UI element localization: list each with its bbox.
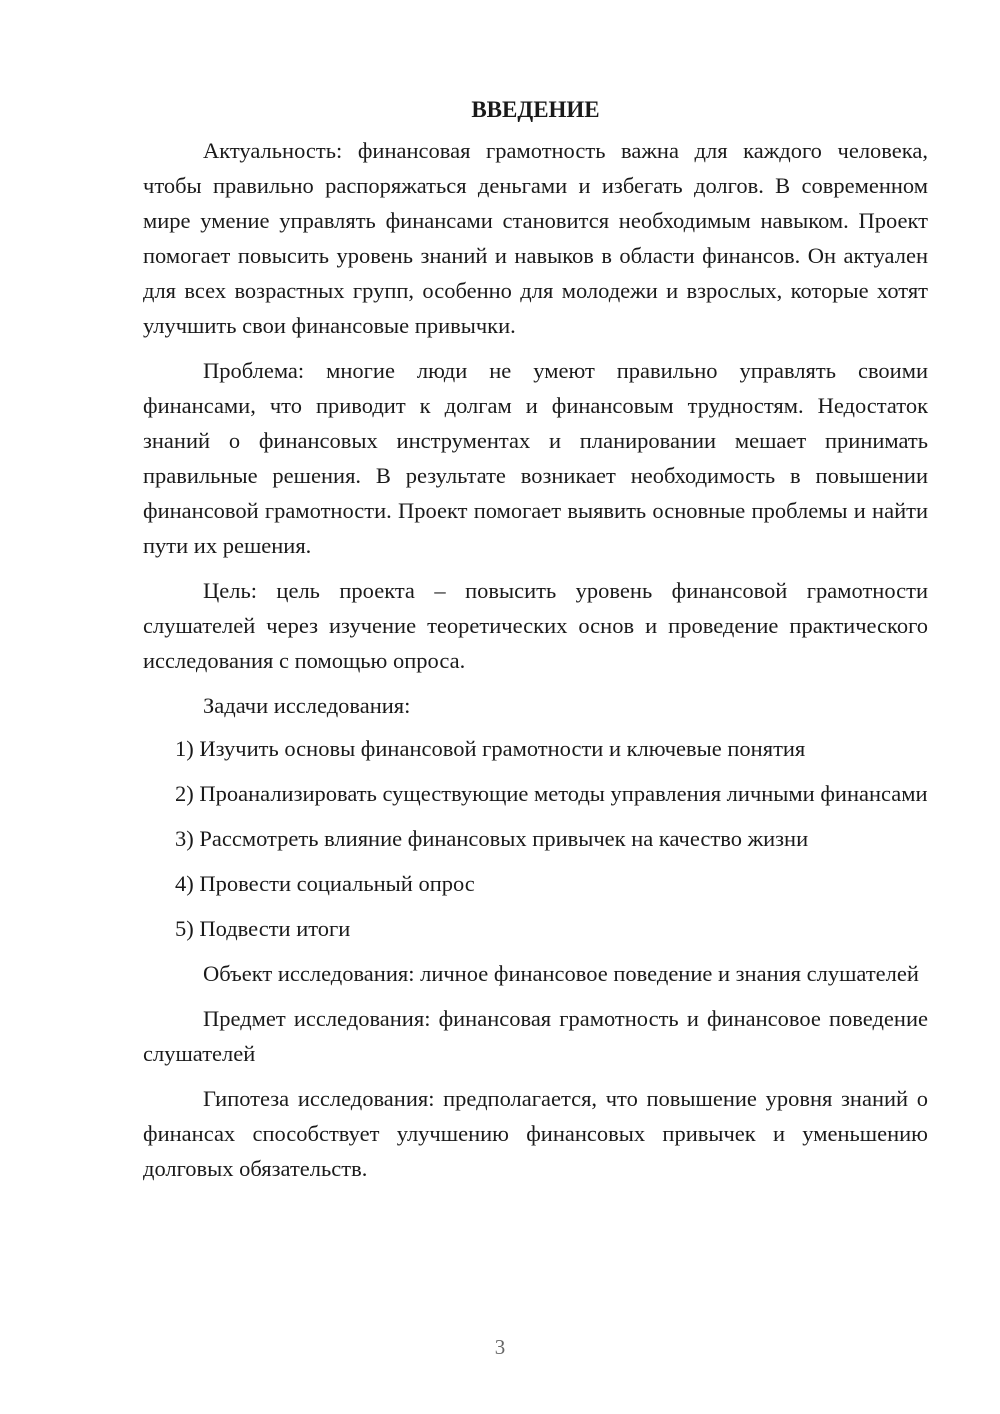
object-paragraph: Объект исследования: личное финансовое поведение и знания слушателей [203, 961, 919, 986]
problem-paragraph: Проблема: многие люди не умеют правильно управлять своими финансами, что приводит к долгам и финансовым трудностям. Недостаток знаний о финансовых инструментах и планировании мешает принимать правильные решения. В результате возникает необходимость в повышении финансовой грамотности. Проект помогает выявить основные проблемы и найти пути их решения. [143, 358, 928, 558]
task-item: 2) Проанализировать существующие методы управления личными финансами [175, 781, 928, 806]
page-number: 3 [494, 1335, 506, 1359]
relevance-paragraph: Актуальность: финансовая грамотность важна для каждого человека, чтобы правильно распоряжаться деньгами и избегать долгов. В современном мире умение управлять финансами становится необходимым навыком. Проект помогает повысить уровень знаний и навыков в области финансов. Он актуален для всех возрастных групп, особенно для молодежи и взрослых, которые хотят улучшить свои финансовые привычки. [143, 138, 928, 338]
task-item: 1) Изучить основы финансовой грамотности и ключевые понятия [175, 736, 806, 761]
hypothesis-paragraph: Гипотеза исследования: предполагается, что повышение уровня знаний о финансах способствует улучшению финансовых привычек и уменьшению долговых обязательств. [143, 1086, 928, 1181]
task-item: 4) Провести социальный опрос [175, 871, 475, 896]
tasks-heading: Задачи исследования: [203, 693, 411, 718]
page-title: ВВЕДЕНИЕ [471, 97, 600, 122]
task-item: 3) Рассмотреть влияние финансовых привычек на качество жизни [175, 826, 809, 851]
goal-paragraph: Цель: цель проекта – повысить уровень финансовой грамотности слушателей через изучение теоретических основ и проведение практического исследования с помощью опроса. [143, 578, 928, 673]
tasks-list [143, 731, 928, 946]
document-page [143, 92, 928, 1196]
subject-paragraph: Предмет исследования: финансовая грамотность и финансовое поведение слушателей [143, 1006, 928, 1066]
task-item: 5) Подвести итоги [175, 916, 351, 941]
